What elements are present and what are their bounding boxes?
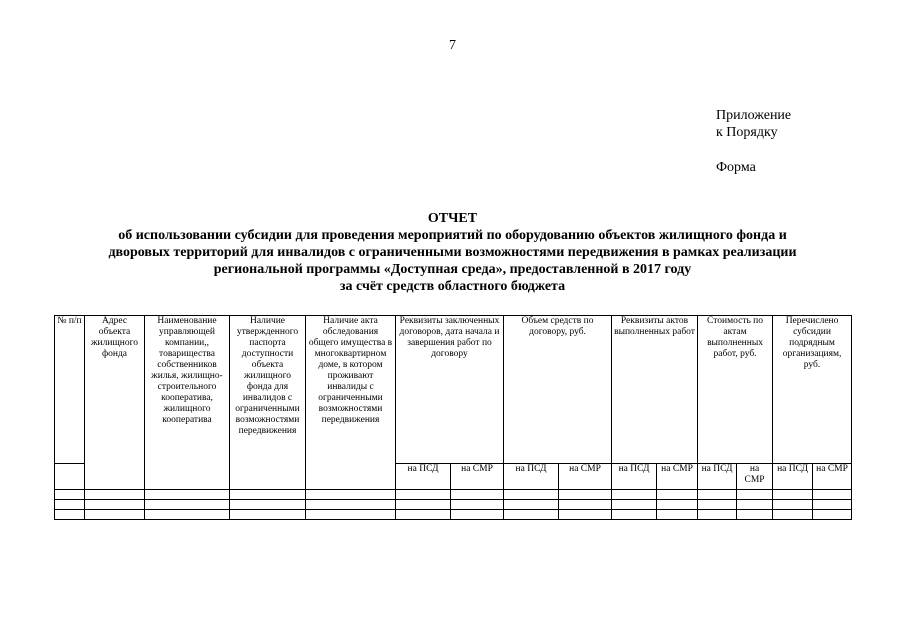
- table-cell: [145, 500, 230, 510]
- header-cell: Стоимость по актам выполненных работ, руб.: [698, 316, 773, 464]
- table-cell: [737, 500, 773, 510]
- header-cell: Реквизиты актов выполненных работ: [612, 316, 698, 464]
- sub-header-cell: на СМР: [559, 464, 612, 490]
- header-cell: Адрес объекта жилищного фонда: [85, 316, 145, 490]
- table-cell: [813, 500, 852, 510]
- table-cell: [504, 510, 559, 520]
- sub-header-cell: на ПСД: [612, 464, 657, 490]
- header-cell: Реквизиты заключенных договоров, дата начала и завершения работ по договору: [396, 316, 504, 464]
- table-cell: [504, 490, 559, 500]
- table-cell: [85, 490, 145, 500]
- title-line: региональной программы «Доступная среда», предоставленной в 2017 году: [213, 262, 692, 277]
- blank-cell: [55, 464, 85, 490]
- appendix-note: [716, 107, 791, 141]
- table-cell: [396, 490, 451, 500]
- table-cell: [559, 510, 612, 520]
- table-cell: [504, 500, 559, 510]
- table-body: [55, 490, 852, 520]
- table-cell: [396, 500, 451, 510]
- sub-header-cell: на ПСД: [773, 464, 813, 490]
- table-row: [55, 510, 852, 520]
- header-cell: № п/п: [55, 316, 85, 464]
- table-cell: [145, 510, 230, 520]
- table-row: [55, 500, 852, 510]
- table-cell: [451, 490, 504, 500]
- table-cell: [773, 490, 813, 500]
- table-cell: [306, 490, 396, 500]
- header-cell: Перечислено субсидии подрядным организациям, руб.: [773, 316, 852, 464]
- page-number: 7: [449, 38, 456, 53]
- table-cell: [737, 510, 773, 520]
- table-cell: [85, 500, 145, 510]
- table-cell: [612, 490, 657, 500]
- table-cell: [612, 510, 657, 520]
- table-cell: [55, 510, 85, 520]
- report-table: [54, 315, 852, 520]
- table-cell: [773, 510, 813, 520]
- table-cell: [559, 500, 612, 510]
- sub-header-cell: на СМР: [813, 464, 852, 490]
- table-row: [55, 490, 852, 500]
- sub-header-cell: на ПСД: [504, 464, 559, 490]
- table-cell: [559, 490, 612, 500]
- table-cell: [306, 510, 396, 520]
- header-cell: Объем средств по договору, руб.: [504, 316, 612, 464]
- table-cell: [698, 490, 737, 500]
- title-line: за счёт средств областного бюджета: [339, 279, 566, 294]
- header-cell: Наличие утвержденного паспорта доступности объекта жилищного фонда для инвалидов с ограниченными возможностями передвижения: [230, 316, 306, 490]
- table-cell: [55, 500, 85, 510]
- table-cell: [396, 510, 451, 520]
- table-cell: [230, 490, 306, 500]
- table-cell: [737, 490, 773, 500]
- title-heading: ОТЧЕТ: [427, 211, 478, 226]
- sub-header-cell: на СМР: [657, 464, 698, 490]
- appendix-line: Приложение: [716, 108, 792, 123]
- table-cell: [85, 510, 145, 520]
- table-cell: [657, 510, 698, 520]
- table-cell: [612, 500, 657, 510]
- table-cell: [306, 500, 396, 510]
- title-line: об использовании субсидии для проведения мероприятий по оборудованию объектов жилищного фонда и: [118, 228, 787, 243]
- report-title: [60, 210, 845, 295]
- table-cell: [657, 490, 698, 500]
- sub-header-cell: на ПСД: [396, 464, 451, 490]
- table-cell: [55, 490, 85, 500]
- table-cell: [451, 510, 504, 520]
- table-cell: [657, 500, 698, 510]
- title-line: дворовых территорий для инвалидов с ограниченными возможностями передвижения в рамках реализации: [108, 245, 797, 260]
- table-cell: [698, 500, 737, 510]
- table-cell: [698, 510, 737, 520]
- sub-header-cell: на СМР: [451, 464, 504, 490]
- header-cell: Наличие акта обследования общего имущества в многоквартирном доме, в котором проживают инвалиды с ограниченными возможностями передвижения: [306, 316, 396, 490]
- table-cell: [230, 510, 306, 520]
- table-cell: [773, 500, 813, 510]
- table-cell: [230, 500, 306, 510]
- sub-header-cell: на СМР: [737, 464, 773, 490]
- sub-header-cell: на ПСД: [698, 464, 737, 490]
- header-cell: Наименование управляющей компании,, товарищества собственников жилья, жилищно-строительного кооператива, жилищного кооператива: [145, 316, 230, 490]
- table-cell: [813, 490, 852, 500]
- table-cell: [145, 490, 230, 500]
- form-label: Форма: [716, 160, 756, 175]
- table-cell: [813, 510, 852, 520]
- table-cell: [451, 500, 504, 510]
- appendix-line: к Порядку: [716, 125, 778, 140]
